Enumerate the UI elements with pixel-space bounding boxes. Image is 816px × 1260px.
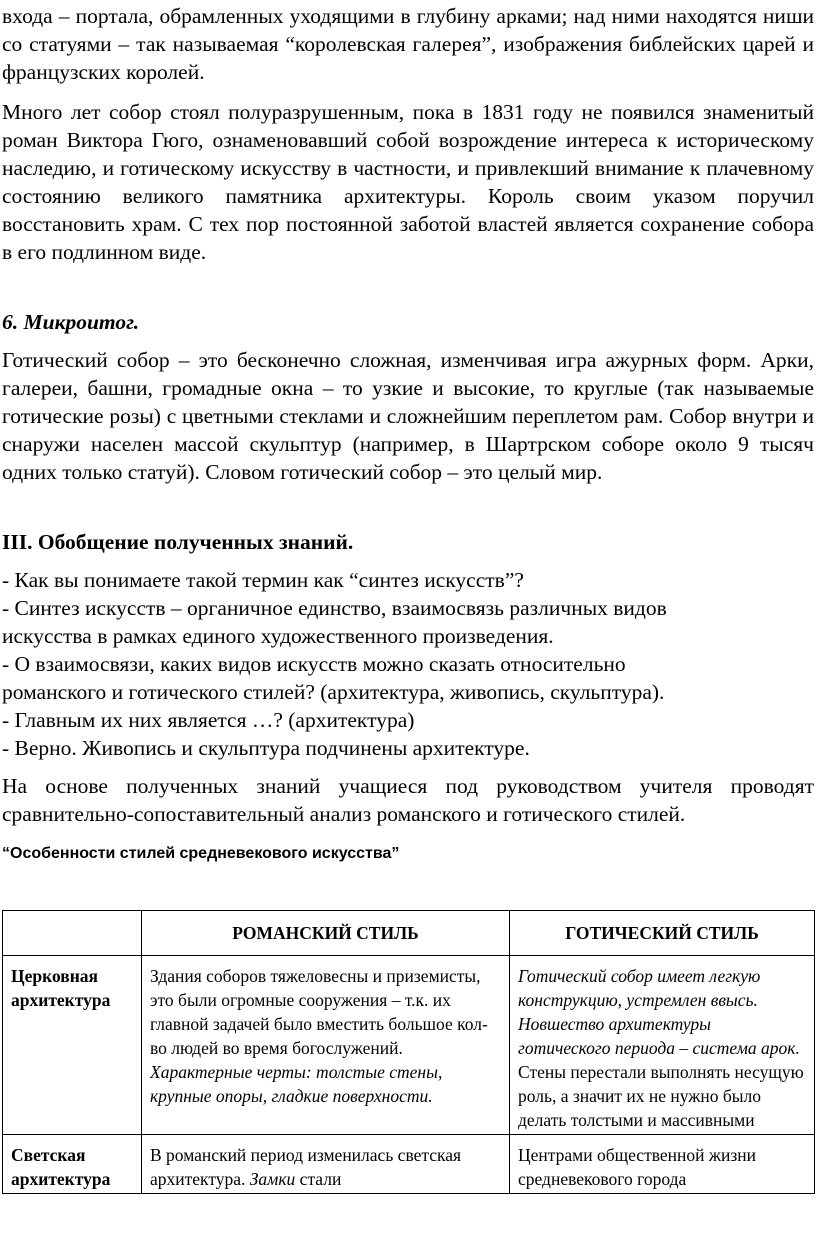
paragraph-conclusion: На основе полученных знаний учащиеся под руководством учителя проводят сравнительно-сопоставительный анализ романского и готического стилей. [2,774,814,826]
cell-gothic-secular [510,1135,815,1194]
table-header-empty [3,911,142,956]
dialog-line: - Как вы понимаете такой термин как “синтез искусств”? [2,568,524,592]
cell-gothic-church [510,956,815,1135]
row-label-secular: Светская архитектура [3,1135,142,1194]
row-label-church: Церковная архитектура [3,956,142,1135]
table-header-row [3,911,815,956]
paragraph-portal: входа – портала, обрамленных уходящими в глубину арками; над ними находятся ниши со статуями – так называемая “королевская галерея”, изображения библейских царей и французских королей. [2,4,814,84]
styles-comparison-table [2,910,815,1194]
dialog-line: искусства в рамках единого художественного произведения. [2,624,554,648]
cell-romanesque-secular [142,1135,510,1194]
section-heading-generalization: III. Обобщение полученных знаний. [2,530,354,554]
dialog-line: - Главным их них является …? (архитектура) [2,708,415,732]
table-header-romanesque: РОМАНСКИЙ СТИЛЬ [142,911,510,956]
cell-text: Центрами общественной жизни средневекового города [518,1145,756,1189]
dialog-line: - Верно. Живопись и скульптура подчинены архитектуре. [2,736,530,760]
cell-text: Стены перестали выполнять несущую роль, а значит их не нужно было делать толстыми и массивными [518,1062,804,1130]
table-row [3,1135,815,1194]
cell-text: Здания соборов тяжеловесны и приземисты, это были огромные сооружения – т.к. их главной задачей было вместить большое кол-во людей во время богослужений. [150,966,488,1058]
dialog-line: - О взаимосвязи, каких видов искусств можно сказать относительно [2,652,626,676]
section-heading-microsummary: 6. Микроитог. [2,310,140,334]
table-header-gothic: ГОТИЧЕСКИЙ СТИЛЬ [510,911,815,956]
cell-text-italic: Замки [249,1169,296,1189]
cell-text: стали [295,1169,342,1189]
cell-romanesque-church [142,956,510,1135]
paragraph-microsummary: Готический собор – это бесконечно сложная, изменчивая игра ажурных форм. Арки, галереи, башни, громадные окна – то узкие и высокие, то круглые (так называемые готические розы) с цветными стеклами и сложнейшим переплетом рам. Собор внутри и снаружи населен массой скульптур (например, в Шартрском соборе около 9 тысяч одних только статуй). Словом готический собор – это целый мир. [2,348,814,484]
table-row [3,956,815,1135]
dialog-line: - Синтез искусств – органичное единство, взаимосвязь различных видов [2,596,667,620]
cell-text: В романский период изменилась светская архитектура. [150,1145,462,1189]
dialog-line: романского и готического стилей? (архитектура, живопись, скульптура). [2,680,665,704]
cell-text-italic: Характерные черты: толстые стены, крупные опоры, гладкие поверхности. [150,1062,443,1106]
cell-text-italic: Готический собор имеет легкую конструкцию, устремлен ввысь. Новшество архитектуры готического периода – система арок. [518,966,800,1058]
table-caption: “Особенности стилей средневекового искусства” [2,845,400,862]
paragraph-restoration: Много лет собор стоял полуразрушенным, пока в 1831 году не появился знаменитый роман Виктора Гюго, ознаменовавший собой возрождение интереса к историческому наследию, и готическому искусству в частности, и привлекший внимание к плачевному состоянию великого памятника архитектуры. Король своим указом поручил восстановить храм. С тех пор постоянной заботой властей является сохранение собора в его подлинном виде. [2,100,814,264]
